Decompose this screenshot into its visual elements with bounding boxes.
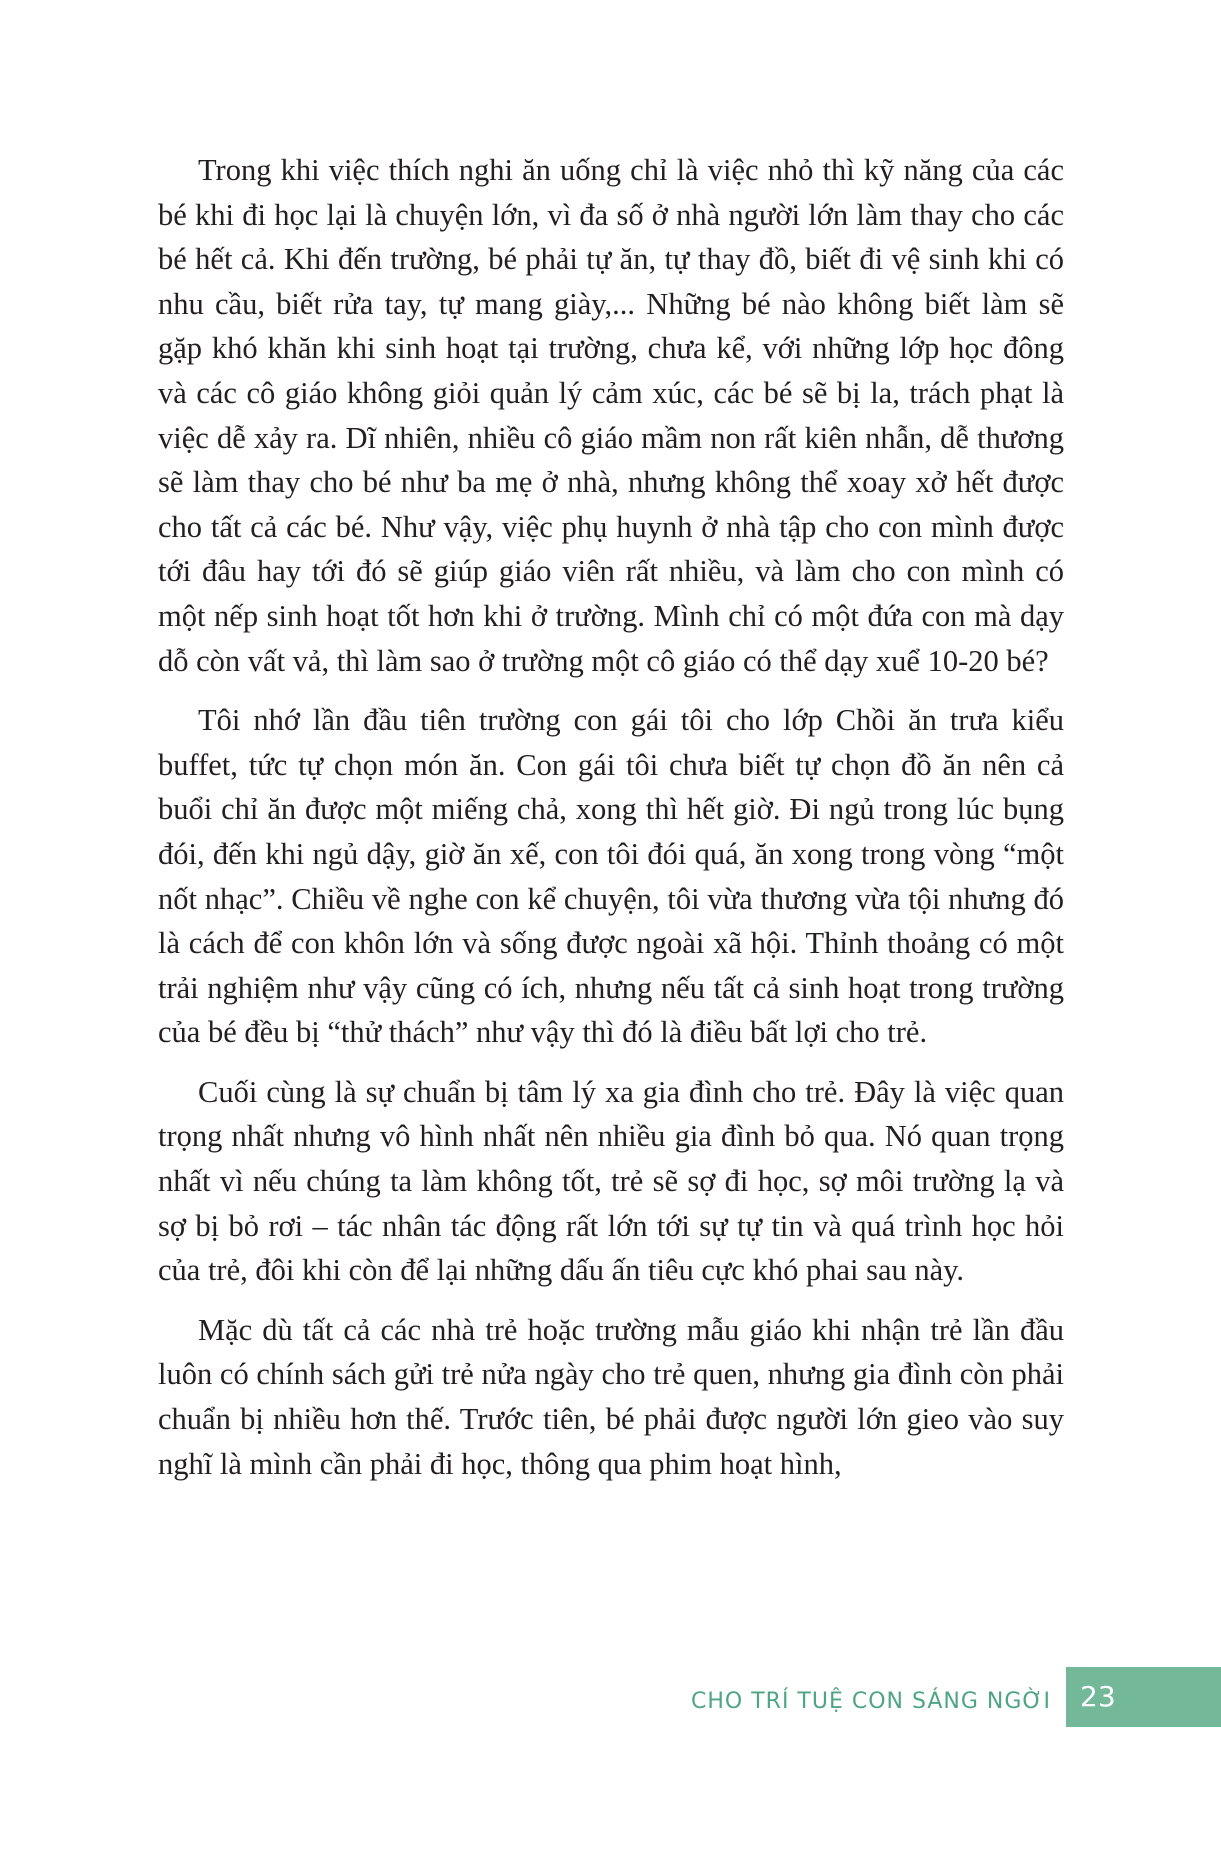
paragraph: Mặc dù tất cả các nhà trẻ hoặc trường mẫu giáo khi nhận trẻ lần đầu luôn có chính sách gửi trẻ nửa ngày cho trẻ quen, nhưng gia đình còn phải chuẩn bị nhiều hơn thế. Trước tiên, bé phải được người lớn gieo vào suy nghĩ là mình cần phải đi học, thông qua phim hoạt hình, — [158, 1312, 1064, 1481]
page-number: 23 — [1080, 1680, 1116, 1713]
running-footer-title: CHO TRÍ TUỆ CON SÁNG NGỜI — [691, 1689, 1051, 1714]
paragraph: Trong khi việc thích nghi ăn uống chỉ là việc nhỏ thì kỹ năng của các bé khi đi học lại là chuyện lớn, vì đa số ở nhà người lớn làm thay cho các bé hết cả. Khi đến trường, bé phải tự ăn, tự thay đồ, biết đi vệ sinh khi có nhu cầu, biết rửa tay, tự mang giày,... Những bé nào không biết làm sẽ gặp khó khăn khi sinh hoạt tại trường, chưa kể, với những lớp học đông và các cô giáo không giỏi quản lý cảm xúc, các bé sẽ bị la, trách phạt là việc dễ xảy ra. Dĩ nhiên, nhiều cô giáo mầm non rất kiên nhẫn, dễ thương sẽ làm thay cho bé như ba mẹ ở nhà, nhưng không thể xoay xở hết được cho tất cả các bé. Như vậy, việc phụ huynh ở nhà tập cho con mình được tới đâu hay tới đó sẽ giúp giáo viên rất nhiều, và làm cho con mình có một nếp sinh hoạt tốt hơn khi ở trường. Mình chỉ có một đứa con mà dạy dỗ còn vất vả, thì làm sao ở trường một cô giáo có thể dạy xuể 10-20 bé? — [158, 153, 1064, 678]
body-text — [158, 148, 1064, 1501]
page-number-tab — [1066, 1667, 1221, 1727]
paragraph: Cuối cùng là sự chuẩn bị tâm lý xa gia đình cho trẻ. Đây là việc quan trọng nhất nhưng vô hình nhất nên nhiều gia đình bỏ qua. Nó quan trọng nhất vì nếu chúng ta làm không tốt, trẻ sẽ sợ đi học, sợ môi trường lạ và sợ bị bỏ rơi – tác nhân tác động rất lớn tới sự tự tin và quá trình học hỏi của trẻ, đôi khi còn để lại những dấu ấn tiêu cực khó phai sau này. — [158, 1074, 1064, 1288]
paragraph: Tôi nhớ lần đầu tiên trường con gái tôi cho lớp Chồi ăn trưa kiểu buffet, tức tự chọn món ăn. Con gái tôi chưa biết tự chọn đồ ăn nên cả buổi chỉ ăn được một miếng chả, xong thì hết giờ. Đi ngủ trong lúc bụng đói, đến khi ngủ dậy, giờ ăn xế, con tôi đói quá, ăn xong trong vòng “một nốt nhạc”. Chiều về nghe con kể chuyện, tôi vừa thương vừa tội nhưng đó là cách để con khôn lớn và sống được ngoài xã hội. Thỉnh thoảng có một trải nghiệm như vậy cũng có ích, nhưng nếu tất cả sinh hoạt trong trường của bé đều bị “thử thách” như vậy thì đó là điều bất lợi cho trẻ. — [158, 703, 1064, 1050]
